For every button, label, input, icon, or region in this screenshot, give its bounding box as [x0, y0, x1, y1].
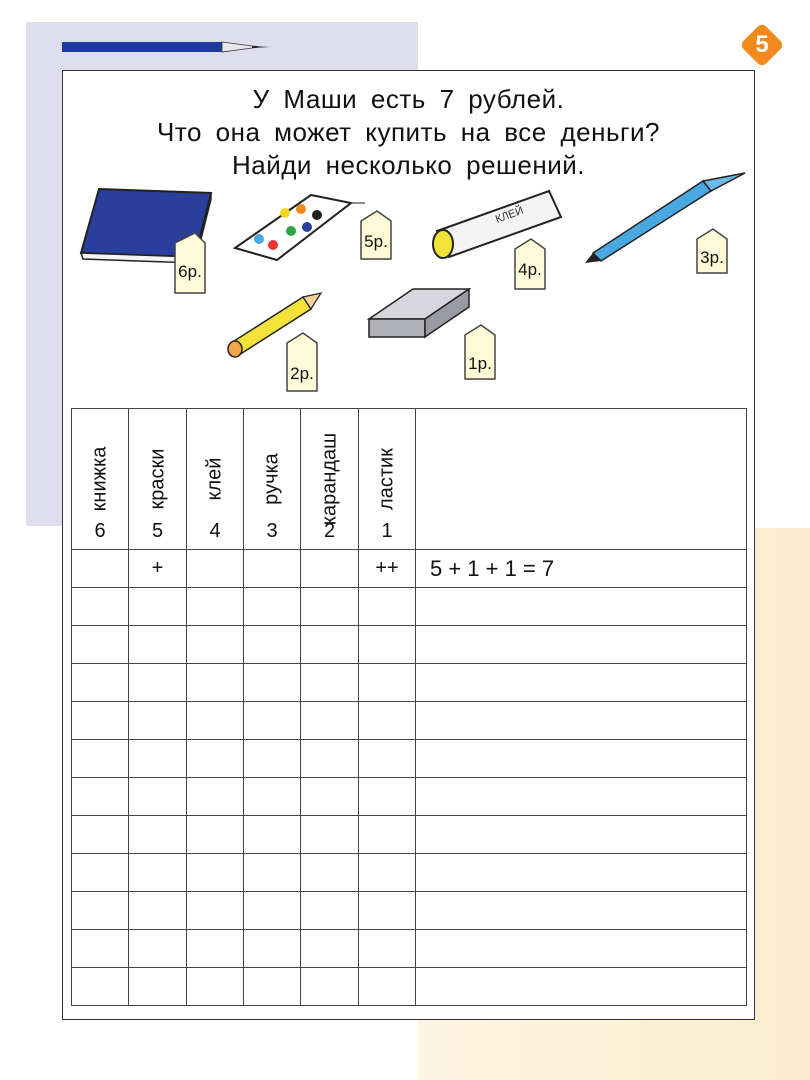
cell[interactable] — [72, 626, 129, 664]
task-line-2: Что она может купить на все деньги? — [157, 117, 660, 147]
solution-cell[interactable] — [416, 588, 747, 626]
cell[interactable] — [244, 588, 301, 626]
cell[interactable] — [129, 740, 187, 778]
pencil-price-tag — [287, 333, 317, 391]
cell[interactable] — [72, 778, 129, 816]
solution-cell[interactable] — [416, 740, 747, 778]
solution-cell[interactable] — [416, 626, 747, 664]
pen-price: 3р. — [700, 248, 724, 267]
table-row-example — [72, 550, 747, 588]
cell: ++ — [359, 550, 416, 588]
cell — [72, 550, 129, 588]
cell[interactable] — [72, 892, 129, 930]
cell[interactable] — [187, 740, 244, 778]
cell[interactable] — [187, 968, 244, 1006]
cell[interactable] — [129, 854, 187, 892]
column-label: ластик — [375, 448, 398, 510]
column-price: 3 — [266, 520, 278, 542]
solution-cell[interactable] — [416, 778, 747, 816]
cell[interactable] — [359, 626, 416, 664]
cell[interactable] — [187, 588, 244, 626]
cell[interactable] — [301, 626, 359, 664]
solutions-table — [71, 408, 747, 1006]
column-eraser — [359, 409, 416, 550]
cell[interactable] — [244, 626, 301, 664]
cell[interactable] — [129, 664, 187, 702]
cell[interactable] — [72, 968, 129, 1006]
table-row[interactable] — [72, 664, 747, 702]
cell[interactable] — [244, 816, 301, 854]
cell[interactable] — [301, 854, 359, 892]
page-number-badge — [739, 22, 785, 68]
cell[interactable] — [72, 930, 129, 968]
solution-cell: 5 + 1 + 1 = 7 — [416, 550, 747, 588]
cell[interactable] — [359, 854, 416, 892]
column-glue — [187, 409, 244, 550]
glue-price-tag — [515, 239, 545, 289]
cell[interactable] — [129, 892, 187, 930]
column-pencil — [301, 409, 359, 550]
cell[interactable] — [301, 968, 359, 1006]
eraser-icon — [369, 289, 469, 337]
cell[interactable] — [187, 778, 244, 816]
table-row[interactable] — [72, 930, 747, 968]
column-price: 2 — [323, 520, 336, 542]
paints-price: 5р. — [364, 232, 388, 251]
cell[interactable] — [129, 968, 187, 1006]
cell[interactable] — [72, 740, 129, 778]
table-header-row — [72, 409, 747, 550]
cell[interactable] — [129, 816, 187, 854]
cell[interactable] — [359, 930, 416, 968]
table-row[interactable] — [72, 588, 747, 626]
book-price: 6р. — [178, 262, 202, 281]
solution-cell[interactable] — [416, 854, 747, 892]
column-book — [72, 409, 129, 550]
solution-cell[interactable] — [416, 664, 747, 702]
task-line-1: У Маши есть 7 рублей. — [252, 84, 565, 114]
cell[interactable] — [359, 664, 416, 702]
cell[interactable] — [72, 664, 129, 702]
pen-price-tag — [697, 229, 727, 273]
cell[interactable] — [359, 588, 416, 626]
table-row[interactable] — [72, 626, 747, 664]
decorative-pencil-icon — [62, 38, 272, 56]
glue-label: КЛЕЙ — [493, 204, 526, 226]
column-label: книжка — [88, 446, 111, 512]
cell[interactable] — [187, 664, 244, 702]
cell[interactable] — [244, 892, 301, 930]
cell[interactable] — [72, 854, 129, 892]
cell[interactable] — [244, 930, 301, 968]
cell[interactable] — [129, 778, 187, 816]
cell — [244, 550, 301, 588]
solution-cell[interactable] — [416, 702, 747, 740]
cell[interactable] — [301, 816, 359, 854]
cell[interactable] — [359, 816, 416, 854]
book-price-tag — [175, 233, 205, 293]
cell[interactable] — [244, 702, 301, 740]
eraser-price-tag — [465, 325, 495, 379]
cell[interactable] — [187, 854, 244, 892]
solution-cell[interactable] — [416, 816, 747, 854]
cell[interactable] — [129, 702, 187, 740]
cell[interactable] — [129, 588, 187, 626]
cell[interactable] — [244, 740, 301, 778]
page-number: 5 — [755, 31, 769, 58]
cell[interactable] — [301, 778, 359, 816]
cell: + — [129, 550, 187, 588]
paints-price-tag — [361, 211, 391, 259]
solution-cell[interactable] — [416, 892, 747, 930]
column-label: клей — [203, 457, 226, 501]
table-row[interactable] — [72, 968, 747, 1006]
solution-cell[interactable] — [416, 968, 747, 1006]
cell[interactable] — [187, 892, 244, 930]
column-price: 4 — [209, 520, 221, 542]
cell[interactable] — [72, 816, 129, 854]
cell[interactable] — [301, 664, 359, 702]
eraser-price: 1р. — [468, 354, 492, 373]
cell[interactable] — [301, 588, 359, 626]
items-illustration — [63, 71, 756, 401]
cell[interactable] — [187, 930, 244, 968]
cell — [301, 550, 359, 588]
cell[interactable] — [72, 702, 129, 740]
column-solution — [416, 409, 747, 550]
cell[interactable] — [359, 968, 416, 1006]
table-row[interactable] — [72, 778, 747, 816]
cell[interactable] — [359, 778, 416, 816]
cell[interactable] — [187, 816, 244, 854]
cell[interactable] — [359, 740, 416, 778]
cell[interactable] — [244, 968, 301, 1006]
table-row[interactable] — [72, 740, 747, 778]
column-label: краски — [146, 448, 168, 510]
pencil-price: 2р. — [290, 364, 314, 383]
cell[interactable] — [244, 664, 301, 702]
cell[interactable] — [359, 702, 416, 740]
cell[interactable] — [301, 740, 359, 778]
column-price: 1 — [381, 520, 393, 542]
column-pen — [244, 409, 301, 550]
cell[interactable] — [129, 930, 187, 968]
exercise-card — [62, 70, 755, 1020]
cell — [187, 550, 244, 588]
cell[interactable] — [301, 892, 359, 930]
column-paints — [129, 409, 187, 550]
cell[interactable] — [301, 702, 359, 740]
cell[interactable] — [129, 626, 187, 664]
table-row[interactable] — [72, 854, 747, 892]
cell[interactable] — [72, 588, 129, 626]
cell[interactable] — [244, 854, 301, 892]
cell[interactable] — [187, 702, 244, 740]
glue-price: 4р. — [518, 260, 542, 279]
cell[interactable] — [359, 892, 416, 930]
cell[interactable] — [244, 778, 301, 816]
column-label: ручка — [260, 453, 283, 505]
column-label: карандаш — [318, 432, 340, 526]
paints-icon — [235, 195, 365, 260]
task-line-3: Найди несколько решений. — [232, 150, 585, 180]
column-price: 5 — [151, 520, 164, 542]
table-row[interactable] — [72, 702, 747, 740]
cell[interactable] — [187, 626, 244, 664]
column-price: 6 — [94, 520, 106, 542]
cell[interactable] — [301, 930, 359, 968]
solution-cell[interactable] — [416, 930, 747, 968]
table-row[interactable] — [72, 816, 747, 854]
table-row[interactable] — [72, 892, 747, 930]
